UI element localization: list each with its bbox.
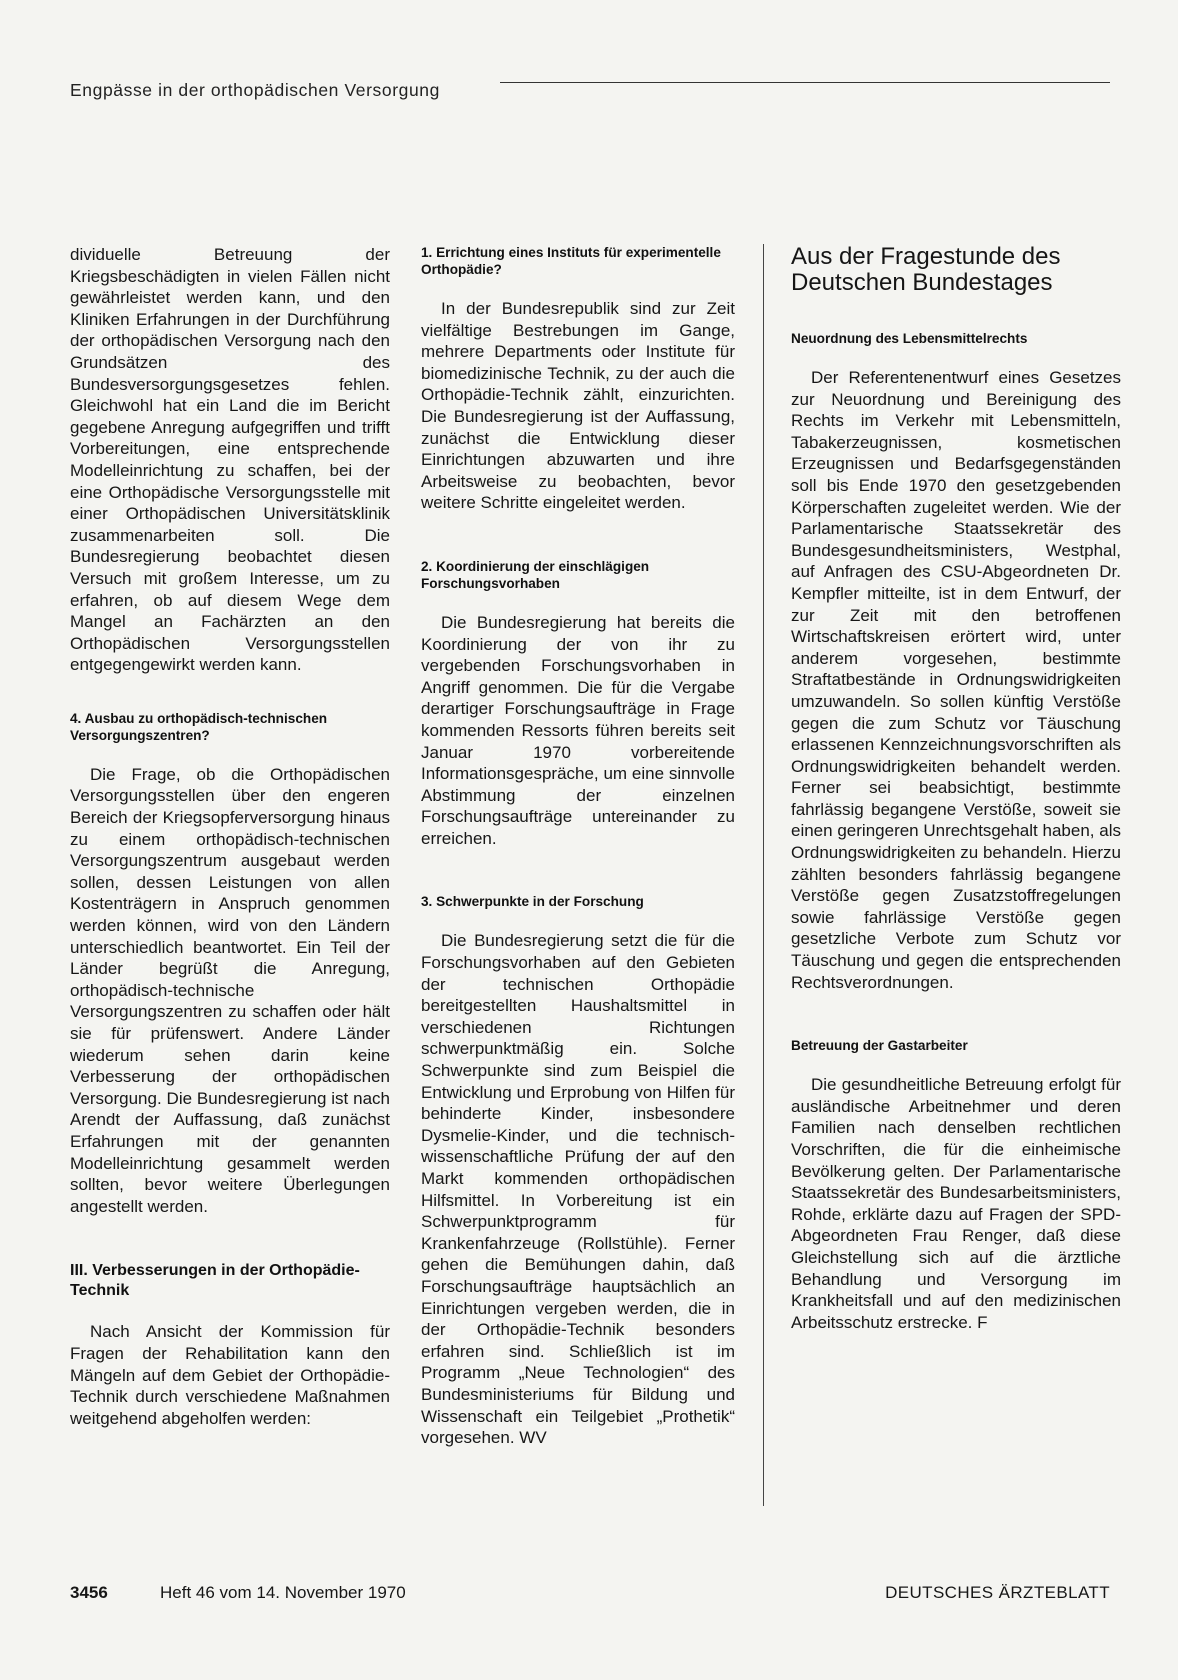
column-divider <box>763 244 764 1506</box>
section-heading: 1. Errichtung eines Instituts für experimentelle Orthopädie? <box>421 245 721 277</box>
column-middle <box>421 244 735 1449</box>
column-left <box>70 244 390 1429</box>
running-header-title: Engpässe in der orthopädischen Versorgung <box>70 80 440 100</box>
paragraph: Die Bundesregierung hat bereits die Koordinierung der von ihr zu vergebenden Forschungsvorhaben in Angriff genommen. Die für die Vergabe derartiger Forschungsaufträge in Frage kommenden Ressorts führen bereits seit Januar 1970 vorbereitende Informationsgespräche, um eine sinnvolle Abstimmung der einzelnen Forschungsaufträge untereinander zu erreichen. <box>421 612 735 848</box>
paragraph: Nach Ansicht der Kommission für Fragen der Rehabilitation kann den Mängeln auf dem Gebiet der Orthopädie-Technik durch verschiedene Maßnahmen weitgehend abgeholfen werden: <box>70 1322 390 1428</box>
header-rule <box>500 82 1110 83</box>
paragraph: dividuelle Betreuung der Kriegsbeschädigten in vielen Fällen nicht gewährleistet werden kann, und den Kliniken Erfahrungen in der Durchführung der orthopädischen Versorgung nach den Grundsätzen des Bundesversorgungsgesetzes fehlen. Gleichwohl hat ein Land die im Bericht gegebene Anregung aufgegriffen und trifft Vorbereitungen, eine entsprechende Modelleinrichtung zu schaffen, bei der eine Orthopädische Versorgungsstelle mit einer Orthopädischen Universitätsklinik zusammenarbeiten soll. Die Bundesregierung beobachtet diesen Versuch mit großem Interesse, um zu erfahren, ob auf diesem Wege dem Mangel an Fachärzten an den Orthopädischen Versorgungsstellen entgegengewirkt werden kann. <box>70 245 390 675</box>
paragraph: In der Bundesrepublik sind zur Zeit vielfältige Bestrebungen im Gange, mehrere Departments oder Institute für biomedizinische Technik, zu der auch die Orthopädie-Technik zählt, einzurichten. Die Bundesregierung ist der Auffassung, zunächst die Entwicklung dieser Einrichtungen abzuwarten und ihre Arbeitsweise zu beobachten, bevor weitere Schritte eingeleitet werden. <box>421 299 735 513</box>
section-heading: 4. Ausbau zu orthopädisch-technischen Versorgungszentren? <box>70 710 328 743</box>
section-heading: 2. Koordinierung der einschlägigen Forschungsvorhaben <box>421 558 650 591</box>
paragraph: Der Referentenentwurf eines Gesetzes zur Neuordnung und Bereinigung des Rechts im Verkehr mit Lebensmitteln, Tabakerzeugnissen, kosmetischen Erzeugnissen und Bedarfsgegenständen soll bis Ende 1970 den gesetzgebenden Körperschaften zugeleitet werden. Wie der Parlamentarische Staatssekretär des Bundesgesundheitsministers, Westphal, auf Anfragen des CSU-Abgeordneten Dr. Kempfler mitteilte, ist in dem Entwurf, der zur Zeit mit den betroffenen Wirtschaftskreisen erörtert wird, unter anderem vorgesehen, bestimmte Straftatbestände in Ordnungswidrigkeiten umzuwandeln. So sollen künftig Verstöße gegen die zum Schutz vor Täuschung erlassenen Kennzeichnungsvorschriften als Ordnungswidrigkeiten behandelt werden. Ferner sei beabsichtigt, bestimmte fahrlässig begangene Verstöße, soweit sie einen geringeren Unrechtsgehalt haben, als Ordnungswidrigkeiten zu behandeln. Hierzu zählten besonders fahrlässig begangene Verstöße gegen Zusatzstoffregelungen sowie fahrlässige Verstöße gegen gesetzliche Verbote zum Schutz vor Täuschung und gegen die entsprechenden Rechtsverordnungen. <box>791 368 1121 992</box>
column-right <box>791 244 1121 1333</box>
paragraph: Die Bundesregierung setzt die für die Forschungsvorhaben auf den Gebieten der technischen Orthopädie bereitgestellten Haushaltsmittel in verschiedenen Richtungen schwerpunktmäßig ein. Solche Schwerpunkte sind zum Beispiel die Entwicklung und Erprobung von Hilfen für behinderte Kinder, insbesondere Dysmelie-Kinder, und die technisch-wissenschaftliche Prüfung der auf den Markt kommenden orthopädischen Hilfsmittel. In Vorbereitung ist ein Schwerpunktprogramm für Krankenfahrzeuge (Rollstühle). Ferner gehen die Bemühungen dahin, daß Forschungsaufträge hauptsächlich an Einrichtungen vergeben werden, die in der Orthopädie-Technik besonders erfahren sind. Schließlich ist im Programm „Neue Technologien“ des Bundesministeriums für Bildung und Wissenschaft ein Teilgebiet „Prothetik“ vorgesehen. WV <box>421 931 735 1448</box>
running-header <box>70 80 1110 110</box>
issue-info: Heft 46 vom 14. November 1970 <box>160 1583 406 1602</box>
section-heading: III. Verbesserungen in der Orthopädie-Technik <box>70 1262 360 1300</box>
section-heading: Betreuung der Gastarbeiter <box>791 1038 968 1054</box>
journal-name: DEUTSCHES ÄRZTEBLATT <box>885 1583 1110 1602</box>
section-heading: Neuordnung des Lebensmittelrechts <box>791 331 1028 346</box>
page-footer <box>70 1583 1110 1609</box>
section-title: Aus der Fragestunde des Deutschen Bundestages <box>791 243 1061 296</box>
paragraph: Die gesundheitliche Betreuung erfolgt für ausländische Arbeitnehmer und deren Familien nach denselben rechtlichen Vorschriften, die für die einheimische Bevölkerung gelten. Der Parlamentarische Staatssekretär des Bundesarbeitsministers, Rohde, erklärte dazu auf Fragen der SPD-Abgeordneten Frau Renger, daß diese Gleichstellung sich auf die ärztliche Behandlung und Versorgung im Krankheitsfall und auf den medizinischen Arbeitsschutz erstrecke. F <box>791 1075 1121 1332</box>
page-number: 3456 <box>70 1583 108 1602</box>
section-heading: 3. Schwerpunkte in der Forschung <box>421 894 644 910</box>
paragraph: Die Frage, ob die Orthopädischen Versorgungsstellen über den engeren Bereich der Kriegsopferversorgung hinaus zu einem orthopädisch-technischen Versorgungszentrum ausgebaut werden sollen, dessen Leistungen von allen Kostenträgern in Anspruch genommen werden können, wird von den Ländern unterschiedlich beantwortet. Ein Teil der Länder begrüßt die Anregung, orthopädisch-technische Versorgungszentren zu schaffen oder hält sie für prüfenswert. Andere Länder wiederum sehen darin keine Verbesserung der orthopädischen Versorgung. Die Bundesregierung ist nach Arendt der Auffassung, daß zunächst Erfahrungen mit der genannten Modelleinrichtung gesammelt werden sollten, bevor weitere Überlegungen angestellt werden. <box>70 764 390 1216</box>
